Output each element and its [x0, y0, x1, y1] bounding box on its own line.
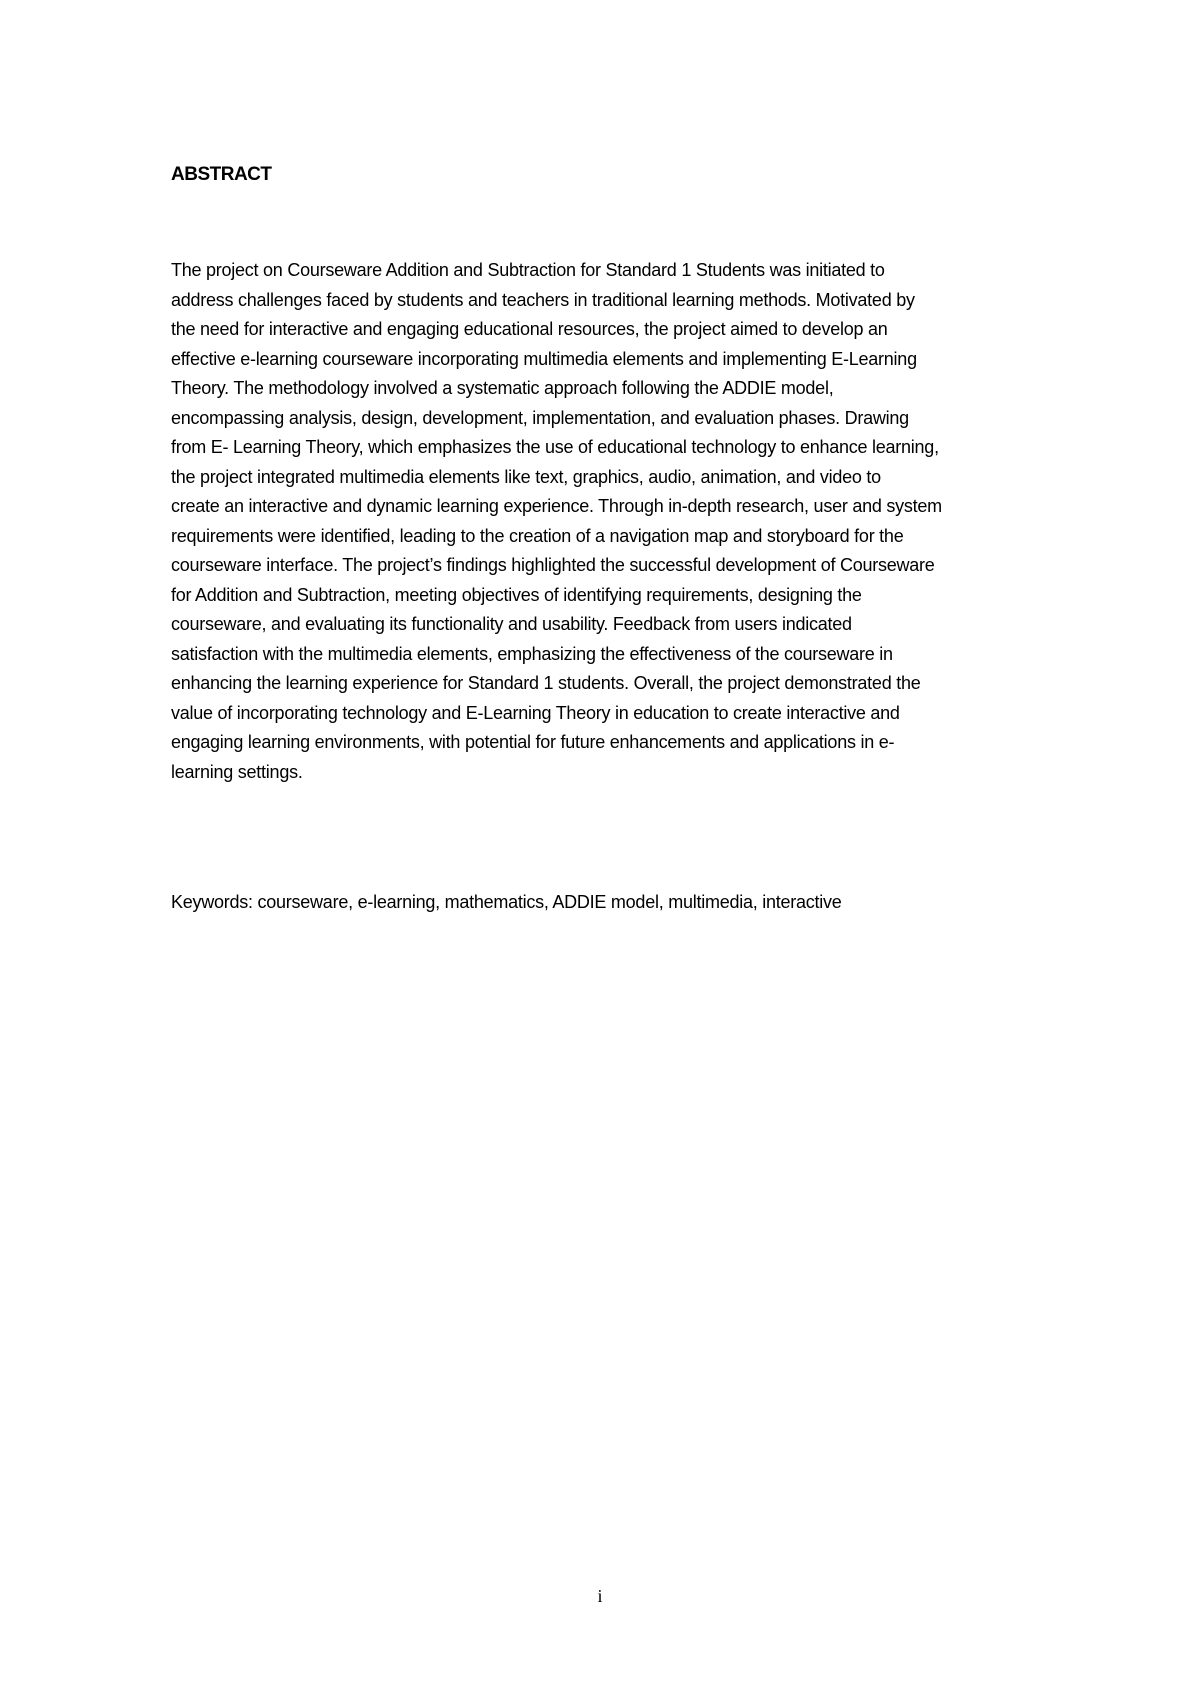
- abstract-line: enhancing the learning experience for Standard 1 students. Overall, the project demonstrated the: [171, 673, 921, 693]
- abstract-line: engaging learning environments, with potential for future enhancements and applications in e-: [171, 732, 895, 752]
- abstract-line: requirements were identified, leading to the creation of a navigation map and storyboard for the: [171, 525, 904, 546]
- abstract-heading: ABSTRACT: [171, 164, 272, 185]
- abstract-line: Theory. The methodology involved a systematic approach following the ADDIE model,: [171, 378, 834, 398]
- abstract-line: learning settings.: [171, 761, 303, 782]
- abstract-line: create an interactive and dynamic learning experience. Through in-depth research, user and system: [171, 496, 942, 516]
- abstract-line: The project on Courseware Addition and Subtraction for Standard 1 Students was initiated to: [171, 260, 885, 280]
- abstract-line: from E- Learning Theory, which emphasizes the use of educational technology to enhance learning,: [171, 437, 939, 457]
- abstract-line: courseware, and evaluating its functionality and usability. Feedback from users indicated: [171, 614, 852, 634]
- abstract-line: the project integrated multimedia elements like text, graphics, audio, animation, and video to: [171, 466, 881, 487]
- abstract-line: address challenges faced by students and teachers in traditional learning methods. Motivated by: [171, 289, 915, 310]
- abstract-line: for Addition and Subtraction, meeting objectives of identifying requirements, designing the: [171, 584, 862, 605]
- abstract-line: effective e-learning courseware incorporating multimedia elements and implementing E-Learning: [171, 348, 917, 369]
- abstract-line: satisfaction with the multimedia elements, emphasizing the effectiveness of the courseware in: [171, 643, 893, 664]
- abstract-line: courseware interface. The project’s findings highlighted the successful development of Courseware: [171, 555, 935, 575]
- abstract-line: value of incorporating technology and E-Learning Theory in education to create interactive and: [171, 702, 900, 723]
- abstract-line: the need for interactive and engaging educational resources, the project aimed to develop an: [171, 319, 888, 339]
- page-number: i: [597, 1586, 603, 1606]
- abstract-line: encompassing analysis, design, development, implementation, and evaluation phases. Drawing: [171, 407, 909, 428]
- abstract-paragraph: [171, 256, 1071, 787]
- keywords-line: Keywords: courseware, e-learning, mathematics, ADDIE model, multimedia, interactive: [171, 892, 842, 912]
